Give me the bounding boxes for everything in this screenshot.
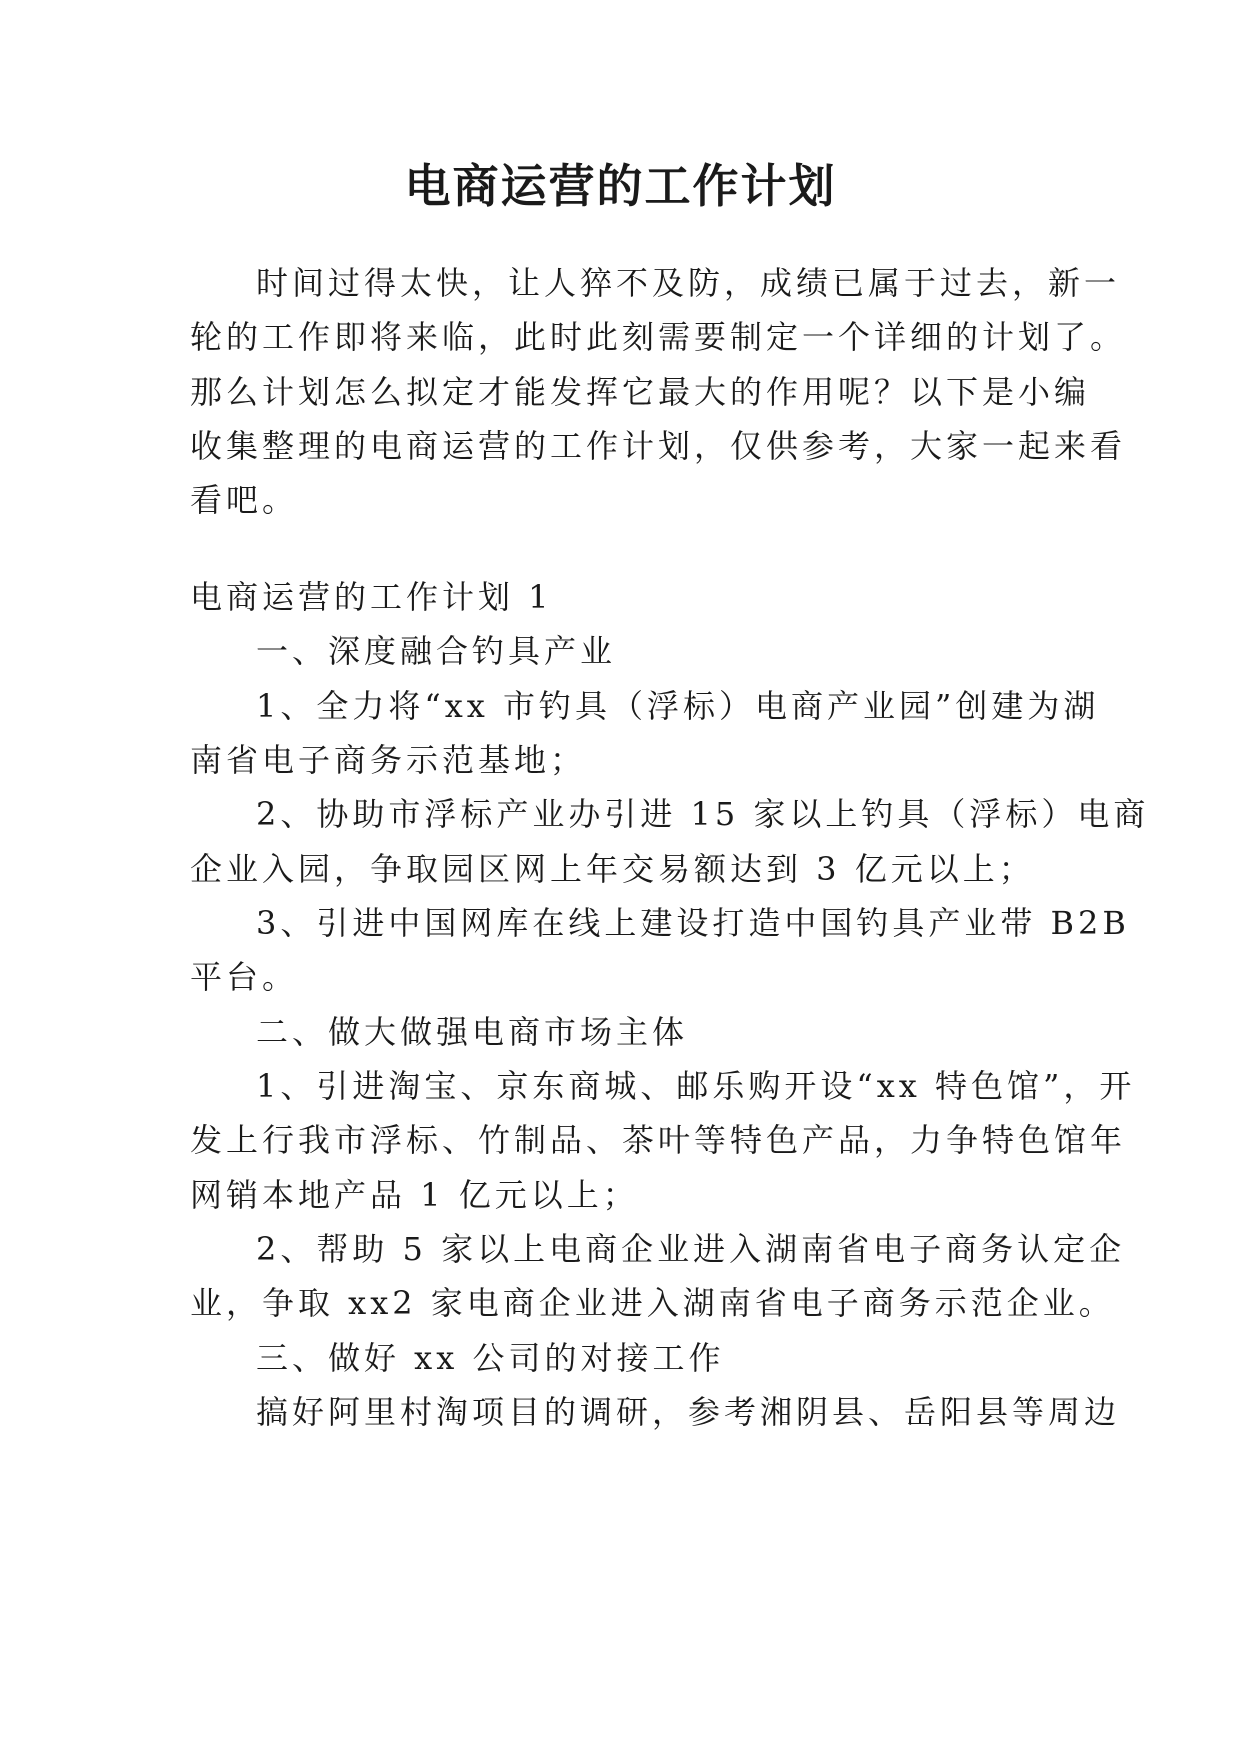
paragraph-line: 搞好阿里村淘项目的调研，参考湘阴县、岳阳县等周边	[256, 1393, 1121, 1431]
paragraph-line: 业，争取 xx2 家电商企业进入湖南省电子商务示范企业。	[190, 1284, 1115, 1322]
paragraph-line: 3、引进中国网库在线上建设打造中国钓具产业带 B2B	[256, 904, 1130, 942]
paragraph-line: 1、引进淘宝、京东商城、邮乐购开设“xx 特色馆”，开	[256, 1067, 1136, 1105]
paragraph-line: 收集整理的电商运营的工作计划，仅供参考，大家一起来看	[190, 427, 1127, 465]
document-title: 电商运营的工作计划	[404, 159, 837, 213]
paragraph-line: 2、协助市浮标产业办引进 15 家以上钓具（浮标）电商	[256, 795, 1150, 833]
subsection-heading: 三、做好 xx 公司的对接工作	[256, 1339, 725, 1377]
paragraph-line: 1、全力将“xx 市钓具（浮标）电商产业园”创建为湖	[256, 687, 1100, 725]
paragraph-line: 南省电子商务示范基地；	[190, 741, 587, 779]
paragraph-line: 2、帮助 5 家以上电商企业进入湖南省电子商务认定企	[256, 1230, 1126, 1268]
section-heading: 电商运营的工作计划 1	[190, 578, 553, 616]
paragraph-line: 发上行我市浮标、竹制品、茶叶等特色产品，力争特色馆年	[190, 1121, 1127, 1159]
subsection-heading: 一、深度融合钓具产业	[256, 632, 617, 670]
paragraph-line: 时间过得太快，让人猝不及防，成绩已属于过去，新一	[256, 264, 1121, 302]
paragraph-line: 看吧。	[190, 481, 299, 519]
subsection-heading: 二、做大做强电商市场主体	[256, 1013, 689, 1051]
paragraph-line: 那么计划怎么拟定才能发挥它最大的作用呢？以下是小编	[190, 373, 1091, 411]
paragraph-line: 网销本地产品 1 亿元以上；	[190, 1176, 639, 1214]
paragraph-line: 企业入园，争取园区网上年交易额达到 3 亿元以上；	[190, 850, 1035, 888]
paragraph-line: 轮的工作即将来临，此时此刻需要制定一个详细的计划了。	[190, 318, 1127, 356]
paragraph-line: 平台。	[190, 958, 299, 996]
